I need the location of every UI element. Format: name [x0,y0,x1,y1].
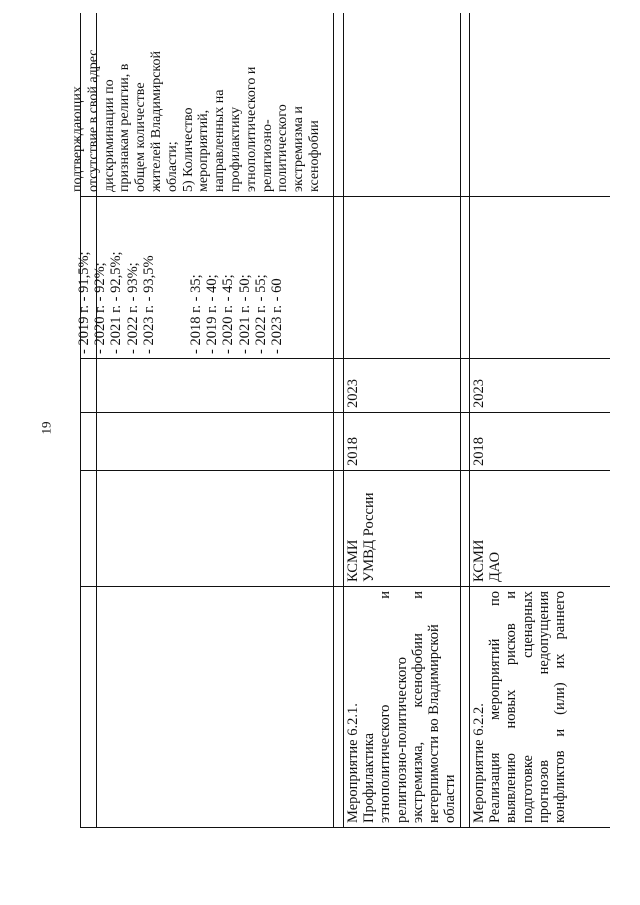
column-border [80,412,610,413]
target-line: - 2023 г. - 93,5% [140,255,157,354]
indicator-line: политического [275,104,291,192]
indicator-line: мероприятий, [196,109,212,192]
column-border [80,470,610,471]
indicator-line: 5) Количество [180,107,196,192]
start-year-6-2-1: 2018 [345,437,361,466]
target-line: - 2019 г. - 91,5%; [76,251,92,354]
executor-line: КСМИ [471,539,487,582]
measure-6-2-1-cell [345,591,458,823]
target-line: - 2022 г. - 55; [252,274,269,354]
indicator-line: направленных на [212,89,228,192]
targets-cell [76,200,157,354]
target-line: - 2023 г. - 60 [269,278,286,354]
executor-line: УМВД России [361,492,378,582]
target-line: - 2020 г. - 92%; [92,262,109,354]
indicator-line: подтверждающих [70,86,85,192]
column-border [80,586,610,587]
column-border [80,827,610,828]
page-number: 19 [38,421,54,435]
indicator-line: профилактику [227,106,243,192]
measure-6-2-2-cell [471,591,568,823]
indicator-line: дискриминации по [101,79,117,192]
measure-line: экстремизма, ксенофобии и [409,591,426,823]
indicator-cell [70,12,323,192]
measure-line: нетерпимости во Владимирской [426,624,443,823]
target-line: - 2019 г. - 40; [204,274,221,354]
measure-line: выявлению новых рисков и [503,591,520,823]
row-divider [333,13,334,828]
row-divider [460,13,461,828]
end-year-6-2-2: 2023 [471,379,487,408]
target-line: - 2021 г. - 92,5%; [108,251,125,354]
measure-line: Реализация мероприятий по [487,591,504,823]
indicator-line: области; [164,141,180,192]
executor-6-2-2-cell [471,472,503,582]
target-line: - 2021 г. - 50; [236,274,253,354]
indicator-line: жителей Владимирской [148,51,164,192]
measure-title: Мероприятие 6.2.1. [345,703,361,823]
target-line: - 2022 г. - 93%; [124,262,141,354]
executor-6-2-1-cell [345,472,377,582]
target-line: - 2020 г. - 45; [220,274,237,354]
indicator-line: ксенофобии [306,120,322,192]
row-divider [469,13,470,828]
measure-line: Профилактика [361,732,378,823]
measure-line: области [442,774,459,823]
targets-cell-2 [188,200,285,354]
executor-line: ДАО [487,551,504,582]
measure-line: подготовке сценарных [519,591,536,823]
indicator-line: этнополитического и [243,66,259,192]
row-divider [343,13,344,828]
measure-line: конфликтов и (или) их раннего [552,591,569,823]
indicator-line: отсутствие в свой адрес [85,49,101,192]
indicator-line: общем количестве [133,82,149,192]
target-line: - 2018 г. - 35; [188,274,204,354]
indicator-line: религиозно- [259,119,275,192]
start-year-6-2-2: 2018 [471,437,487,466]
measure-line: прогнозов недопущения [535,591,552,823]
measure-line: этнополитического и [377,591,394,823]
measure-line: религиозно-политического [393,656,410,823]
column-border [80,196,610,197]
rotated-table [70,13,610,828]
measure-title: Мероприятие 6.2.2. [471,703,487,823]
executor-line: КСМИ [345,539,361,582]
end-year-6-2-1: 2023 [345,379,361,408]
indicator-line: признакам религии, в [117,63,133,192]
indicator-line: экстремизма и [291,106,307,192]
